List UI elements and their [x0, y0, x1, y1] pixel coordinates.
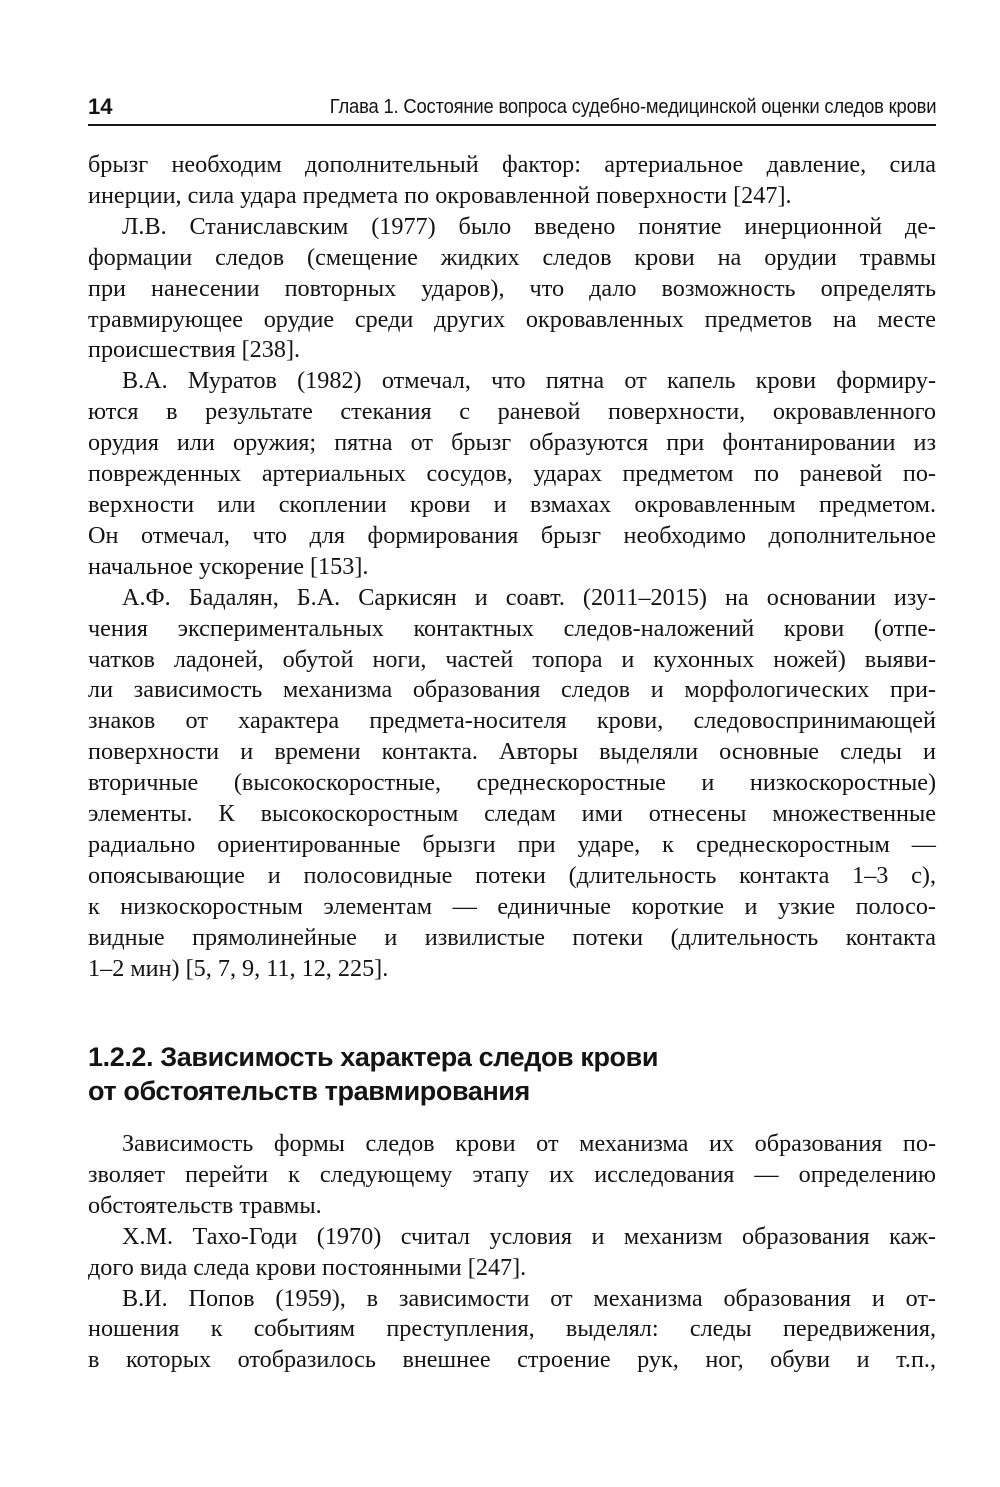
- header-rule: [88, 124, 936, 126]
- text-line: обстоятельств травмы.: [88, 1191, 322, 1219]
- paragraph: [88, 583, 936, 985]
- text-line: 1–2 мин) [5, 7, 9, 11, 12, 225].: [88, 954, 389, 982]
- text-line: ли зависимость механизма образования следов и морфологических при-: [88, 676, 936, 704]
- paragraph: [88, 1222, 936, 1284]
- text-line: к низкоскоростным элементам — единичные короткие и узкие полосо-: [88, 892, 936, 920]
- section-heading: [88, 1040, 936, 1108]
- text-line: поврежденных артериальных сосудов, ударах предметом по раневой по-: [88, 460, 936, 488]
- text-line: ношения к событиям преступления, выделял: следы передвижения,: [88, 1315, 936, 1343]
- text-line: Он отмечал, что для формирования брызг необходимо дополнительное: [88, 521, 936, 549]
- text-line: в которых отобразилось внешнее строение рук, ног, обуви и т.п.,: [88, 1346, 936, 1374]
- paragraph: [88, 212, 936, 367]
- text-line: Л.В. Станиславским (1977) было введено понятие инерционной де-: [122, 212, 936, 240]
- text-line: брызг необходим дополнительный фактор: артериальное давление, сила: [88, 151, 936, 178]
- text-line: дого вида следа крови постоянными [247].: [88, 1253, 527, 1281]
- text-line: чения экспериментальных контактных следов-наложений крови (отпе-: [88, 614, 936, 642]
- text-line: Х.М. Тахо-Годи (1970) считал условия и механизм образования каж-: [122, 1222, 936, 1250]
- running-head: Глава 1. Состояние вопроса судебно-медицинской оценки следов крови: [329, 96, 936, 118]
- paragraph: [88, 1284, 936, 1377]
- text-line: формации следов (смещение жидких следов крови на орудии травмы: [88, 243, 936, 271]
- paragraph: [88, 366, 936, 582]
- text-line: происшествия [238].: [88, 336, 301, 364]
- page-header: [88, 92, 936, 126]
- page-number: 14: [88, 94, 113, 119]
- text-line: В.И. Попов (1959), в зависимости от механизма образования и от-: [122, 1284, 936, 1312]
- section-heading-line: 1.2.2. Зависимость характера следов крови: [88, 1042, 659, 1072]
- text-line: верхности или скоплении крови и взмахах окровавленным предметом.: [88, 490, 936, 518]
- text-line: Зависимость формы следов крови от механизма их образования по-: [122, 1130, 936, 1157]
- text-line: знаков от характера предмета-носителя крови, следовоспринимающей: [88, 707, 936, 735]
- text-line: опоясывающие и полосовидные потеки (длительность контакта 1–3 с),: [88, 861, 936, 889]
- text-line: орудия или оружия; пятна от брызг образуются при фонтанировании из: [88, 429, 936, 457]
- text-line: при нанесении повторных ударов), что дало возможность определять: [88, 274, 936, 302]
- text-line: зволяет перейти к следующему этапу их исследования — определению: [88, 1160, 936, 1188]
- body-text-bottom: [88, 1129, 936, 1376]
- text-line: чатков ладоней, обутой ноги, частей топора и кухонных ножей) выяви-: [88, 645, 936, 673]
- text-line: видные прямолинейные и извилистые потеки (длительность контакта: [88, 923, 936, 951]
- text-line: поверхности и времени контакта. Авторы выделяли основные следы и: [88, 738, 936, 766]
- text-line: ются в результате стекания с раневой поверхности, окровавленного: [88, 398, 936, 426]
- text-line: инерции, сила удара предмета по окровавленной поверхности [247].: [88, 181, 792, 209]
- text-line: радиально ориентированные брызги при ударе, к среднескоростным —: [88, 830, 936, 858]
- section-heading-line: от обстоятельств травмирования: [88, 1076, 530, 1106]
- text-line: начальное ускорение [153].: [88, 552, 369, 580]
- text-line: элементы. К высокоскоростным следам ими отнесены множественные: [88, 800, 936, 828]
- paragraph: [88, 1129, 936, 1222]
- text-line: травмирующее орудие среди других окровавленных предметов на месте: [88, 305, 936, 333]
- body-text-top: [88, 150, 936, 984]
- text-line: В.А. Муратов (1982) отмечал, что пятна от капель крови формиру-: [122, 367, 936, 395]
- paragraph: [88, 150, 936, 212]
- text-line: А.Ф. Бадалян, Б.А. Саркисян и соавт. (2011–2015) на основании изу-: [122, 583, 936, 611]
- text-line: вторичные (высокоскоростные, среднескоростные и низкоскоростные): [88, 769, 936, 797]
